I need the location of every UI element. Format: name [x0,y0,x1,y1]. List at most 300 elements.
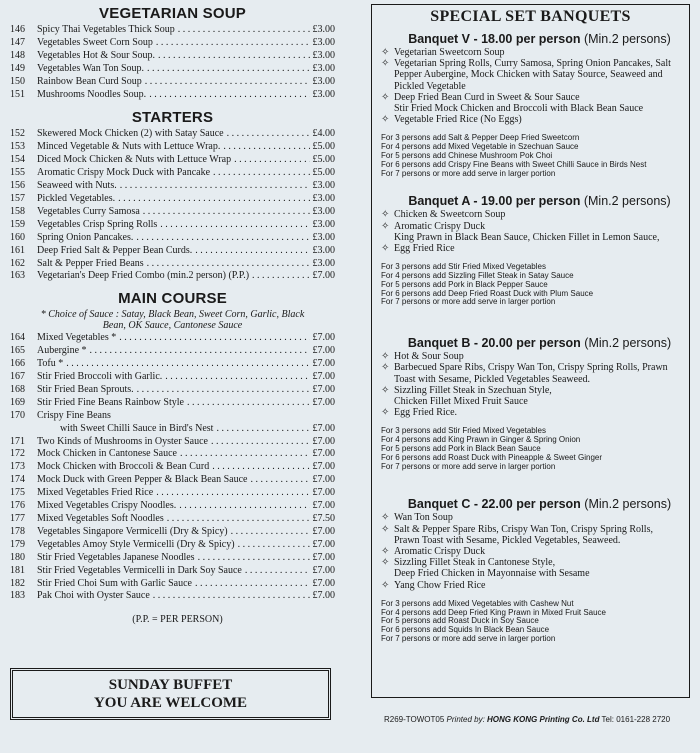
item-price: £7.00 [312,500,335,512]
course-text: Hot & Sour Soup [394,351,464,363]
item-price: £7.00 [312,371,335,383]
leader-dots [156,487,309,500]
item-name: Vegetables Amoy Style Vermicelli (Dry & Spicy) [37,538,235,550]
course-text: Vegetarian Spring Rolls, Curry Samosa, Spring Onion Pancakes, Salt Pepper Aubergine, Mock Chicken with Satay Source, Seaweed and Pickled Vegetable [394,58,671,92]
menu-item [10,371,335,384]
banquet-course [381,546,680,557]
item-number: 177 [10,513,25,524]
course-text: Egg Fried Rice. [394,407,458,419]
course-text: Chicken & Sweetcorn Soup [394,209,506,221]
item-number: 167 [10,371,25,383]
item-number: 162 [10,257,25,269]
diamond-bullet-icon: ✧ [381,407,390,419]
banquet-name: Banquet B - 20.00 per person [407,336,581,351]
item-name: Mixed Vegetables Fried Rice [37,487,154,499]
banquet-course [381,58,680,92]
item-name: Spring Onion Pancakes. [37,231,134,243]
item-name: Vegetables Hot & Sour Soup. [37,49,156,61]
item-number: 147 [10,36,25,48]
banquet-course [381,221,680,232]
diamond-bullet-icon: ✧ [381,209,390,221]
leader-dots [180,448,310,461]
menu-item [10,232,335,245]
leader-dots [160,219,309,232]
extra-line: For 3 persons add Stir Fried Mixed Vegetables [381,426,546,436]
item-name: Two Kinds of Mushrooms in Oyster Sauce [37,435,208,447]
extra-line: For 7 persons or more add serve in larger portion [381,634,556,644]
item-price: £3.00 [312,231,335,243]
leader-dots [187,397,310,410]
item-number: 180 [10,551,25,563]
item-price: £7.00 [312,383,335,395]
menu-item [10,448,335,461]
main-course-list-continued [10,436,335,604]
item-number: 156 [10,180,25,192]
menu-item [10,128,335,141]
menu-item [10,474,335,487]
item-name: Vegetarian's Deep Fried Combo (min.2 person) (P.P.) [37,270,250,282]
per-person-note: (P.P. = PER PERSON) [132,614,223,626]
item-price: £7.00 [312,332,335,344]
item-number: 155 [10,167,25,179]
leader-dots [156,37,310,50]
menu-item [10,410,335,436]
course-text: Salt & Pepper Spare Ribs, Crispy Wan Ton, Crispy Spring Rolls, Prawn Toast with Sesame, Pickled Vegetables, Seaweed. [394,523,653,546]
item-name: Mushrooms Noodles Soup. [37,88,147,100]
item-price: £5.00 [312,154,335,166]
item-number: 151 [10,88,25,100]
item-price: £3.00 [312,257,335,269]
item-number: 146 [10,24,25,35]
banquet-name: Banquet A - 19.00 per person [408,194,581,209]
extra-line: For 7 persons or more add serve in larger portion [381,297,556,307]
leader-dots [231,526,310,539]
banquet-course [381,512,680,523]
diamond-bullet-icon: ✧ [381,384,390,396]
leader-dots [234,154,309,167]
item-name: Tofu * [37,358,64,370]
course-text-continued: Stir Fried Mock Chicken and Broccoli with Black Bean Sauce [394,103,644,115]
item-number: 169 [10,396,25,408]
leader-dots [90,345,310,358]
item-name: Rainbow Bean Curd Soup [37,75,142,87]
diamond-bullet-icon: ✧ [381,546,390,558]
extra-line: For 5 persons add Roast Duck in Soy Sauce [381,616,539,626]
footer-printer: HONG KONG Printing Co. Ltd [487,715,600,724]
item-number: 150 [10,75,25,87]
item-number: 183 [10,590,25,602]
diamond-bullet-icon: ✧ [381,512,390,524]
diamond-bullet-icon: ✧ [381,47,390,58]
item-number: 148 [10,49,25,61]
extra-line: For 5 persons add Pork in Black Pepper Sauce [381,279,548,289]
leader-dots [158,50,309,63]
item-price: £7.00 [312,270,335,282]
item-number: 175 [10,487,25,499]
extra-line: For 7 persons or more add serve in larger portion [381,461,556,471]
item-name: Salt & Pepper Fried Beans [37,257,144,269]
menu-item [10,565,335,578]
diamond-bullet-icon: ✧ [381,557,390,569]
course-text: Sizzling Fillet Steak in Szechuan Style, [394,384,552,396]
banquet-title [399,497,680,512]
leader-dots [179,500,309,513]
menu-item [10,384,335,397]
banquet-course [381,557,680,568]
leader-dots [167,513,310,526]
item-price: £7.00 [312,577,335,589]
banquet-extras [381,134,680,178]
menu-item [10,63,335,76]
extra-line: For 6 persons add Roast Duck with Pineapple & Sweet Ginger [381,452,603,462]
banquet-course [381,385,680,396]
item-number: 170 [10,409,25,421]
banquet-name: Banquet C - 22.00 per person [407,497,581,512]
item-name: Diced Mock Chicken & Nuts with Lettuce Wrap [37,154,232,166]
item-number: 163 [10,270,25,282]
extra-line: For 4 persons add Mixed Vegetable in Szechuan Sauce [381,142,579,152]
item-name: Stir Fried Fine Beans Rainbow Style [37,396,184,408]
banquet-minimum: (Min.2 persons) [584,497,672,512]
item-price: £7.00 [312,448,335,460]
menu-item [10,345,335,358]
banquet-section [381,497,680,643]
item-name: Aubergine * [37,345,87,357]
item-number: 173 [10,461,25,473]
diamond-bullet-icon: ✧ [381,523,390,535]
leader-dots [252,270,309,283]
leader-dots [119,332,309,345]
diamond-bullet-icon: ✧ [381,91,390,103]
menu-item [10,436,335,449]
leader-dots [223,141,309,154]
menu-left-column [10,4,335,625]
extra-line: For 3 persons add Stir Fried Mixed Vegetables [381,262,546,272]
footer-printed-by: Printed by: [446,715,485,724]
menu-item [10,219,335,232]
item-number: 176 [10,500,25,512]
leader-dots [212,461,309,474]
banquet-course [381,407,680,418]
item-name: Stir Fried Choi Sum with Garlic Sauce [37,577,192,589]
menu-item [10,500,335,513]
item-price: £7.50 [312,513,335,524]
banquet-title [399,194,680,209]
diamond-bullet-icon: ✧ [381,114,390,126]
menu-item [10,167,335,180]
item-price: £3.00 [312,244,335,256]
leader-dots [143,206,310,219]
menu-item [10,539,335,552]
printer-footer [384,715,670,724]
vegetarian-soup-heading: VEGETARIAN SOUP [99,5,246,22]
banquet-course [381,362,680,384]
item-name: Stir Fried Bean Sprouts. [37,383,134,395]
extra-line: For 3 persons add Mixed Vegetables with Cashew Nut [381,598,574,608]
item-price: £7.00 [312,396,335,408]
item-number: 166 [10,358,25,370]
leader-dots [118,193,309,206]
diamond-bullet-icon: ✧ [381,362,390,374]
item-name: Vegetables Singapore Vermicelli (Dry & Spicy) [37,525,228,537]
leader-dots [245,565,310,578]
leader-dots [213,167,309,180]
item-number: 149 [10,62,25,74]
item-number: 172 [10,448,25,460]
banquet-extras [381,427,680,471]
banquet-extras [381,263,680,307]
course-text: Vegetable Fried Rice (No Eggs) [394,114,522,126]
menu-item [10,180,335,193]
item-price: £7.00 [312,564,335,576]
banquet-section [381,32,680,178]
leader-dots [227,128,310,141]
item-name: Crispy Fine Beans [37,409,111,421]
banquet-extras [381,600,680,644]
banquet-minimum: (Min.2 persons) [583,32,671,46]
menu-item [10,24,335,37]
banquet-section [381,336,680,471]
menu-item [10,50,335,63]
leader-dots [178,24,310,37]
item-name-continued: with Sweet Chilli Sauce in Bird's Nest [60,422,214,434]
item-number: 171 [10,435,25,447]
item-number: 158 [10,205,25,217]
menu-item [10,258,335,271]
banquet-course [381,114,680,125]
item-price: £3.00 [312,180,335,192]
leader-dots [195,245,309,258]
item-name: Mixed Vegetables Soft Noodles [37,513,164,524]
item-name: Seaweed with Nuts. [37,180,117,192]
item-price: £4.00 [312,128,335,140]
footer-tel: Tel: 0161-228 2720 [601,715,671,724]
menu-item [10,89,335,102]
menu-item [10,578,335,591]
extra-line: For 4 persons add Deep Fried King Prawn in Mixed Fruit Sauce [381,607,606,617]
item-price: £7.00 [312,474,335,486]
menu-item [10,590,335,603]
menu-item [10,270,335,283]
banquets-box [371,4,690,698]
menu-item [10,487,335,500]
item-name: Aromatic Crispy Mock Duck with Pancake [37,167,211,179]
item-name: Vegetables Wan Ton Soup. [37,62,145,74]
item-name: Mock Duck with Green Pepper & Black Bean Sauce [37,474,248,486]
diamond-bullet-icon: ✧ [381,579,390,591]
item-price: £7.00 [312,358,335,370]
menu-item [10,552,335,565]
item-number: 178 [10,525,25,537]
course-text: Barbecued Spare Ribs, Crispy Wan Ton, Crispy Spring Rolls, Prawn Toast with Sesame, Pickled Vegetables Seaweed. [394,362,668,385]
course-text-continued: Chicken Fillet Mixed Fruit Sauce [394,396,528,408]
banquet-course [381,92,680,103]
item-number: 164 [10,332,25,344]
item-name: Mixed Vegetables Crispy Noodles. [37,500,177,512]
item-price: £3.00 [312,75,335,87]
item-price: £7.00 [312,525,335,537]
item-name: Vegetables Crisp Spring Rolls [37,218,158,230]
menu-item [10,513,335,526]
item-price: £7.00 [312,435,335,447]
item-price: £7.00 [312,345,335,357]
item-price: £3.00 [312,192,335,204]
leader-dots [211,436,310,449]
item-price: £7.00 [312,590,335,602]
item-name: Mixed Vegetables * [37,332,117,344]
item-price: £3.00 [312,218,335,230]
item-price: £3.00 [312,88,335,100]
item-price: £3.00 [312,49,335,61]
diamond-bullet-icon: ✧ [381,351,390,363]
banquet-section [381,194,680,307]
footer-code: R269-TOWOT05 [384,715,445,724]
menu-item [10,461,335,474]
sunday-buffet-title: SUNDAY BUFFET [108,677,233,693]
item-number: 154 [10,154,25,166]
menu-item [10,193,335,206]
item-name: Stir Fried Vegetables Vermicelli in Dark Soy Sauce [37,564,242,576]
item-name: Pickled Vegetables. [37,192,116,204]
menu-item [10,206,335,219]
item-number: 168 [10,383,25,395]
menu-item [10,332,335,345]
menu-item [10,154,335,167]
course-text-continued: King Prawn in Black Bean Sauce, Chicken Fillet in Lemon Sauce, [394,231,660,243]
course-text: Aromatic Crispy Duck [394,220,486,232]
leader-dots [145,76,310,89]
item-price: £7.00 [312,461,335,473]
menu-item [10,141,335,154]
banquets-column [371,4,690,698]
leader-dots [136,232,309,245]
item-number: 152 [10,128,25,140]
item-number: 165 [10,345,25,357]
item-price: £3.00 [312,24,335,35]
leader-dots [137,384,310,397]
leader-dots [66,358,309,371]
item-name: Skewered Mock Chicken (2) with Satay Sauce [37,128,224,140]
item-name: Stir Fried Vegetables Japanese Noodles [37,551,195,563]
leader-dots [153,590,310,603]
menu-item [10,397,335,410]
item-number: 182 [10,577,25,589]
item-number: 181 [10,564,25,576]
item-name: Deep Fried Salt & Pepper Bean Curds. [37,244,193,256]
banquet-course [381,209,680,220]
vegetarian-soup-list [10,24,335,101]
banquet-minimum: (Min.2 persons) [583,194,671,209]
item-price: £7.00 [312,487,335,499]
banquet-course [381,580,680,591]
item-number: 161 [10,244,25,256]
item-name: Stir Fried Broccoli with Garlic. [37,371,163,383]
item-price: £3.00 [312,205,335,217]
banquet-name: Banquet V - 18.00 per person [408,32,581,46]
course-text: Vegetarian Sweetcorn Soup [394,47,505,58]
menu-item [10,358,335,371]
item-number: 159 [10,218,25,230]
course-text: Aromatic Crispy Duck [394,546,486,558]
leader-dots [147,258,310,271]
leader-dots [149,89,309,102]
leader-dots [120,180,310,193]
extra-line: For 6 persons add Crispy Fine Beans with Sweet Chilli Sauce in Birds Nest [381,159,647,169]
item-number: 174 [10,474,25,486]
extra-line: For 4 persons add King Prawn in Ginger & Spring Onion [381,435,581,445]
course-text: Yang Chow Fried Rice [394,579,486,591]
item-name: Spicy Thai Vegetables Thick Soup [37,24,175,35]
banquet-course [381,47,680,58]
item-name: Mock Chicken with Broccoli & Bean Curd [37,461,210,473]
item-number: 179 [10,538,25,550]
starters-list [10,128,335,283]
main-course-heading: MAIN COURSE [118,290,227,308]
banquet-title [399,336,680,351]
banquet-title [399,32,680,47]
extra-line: For 6 persons add Squids In Black Bean Sauce [381,625,550,635]
banquet-course [381,243,680,254]
extra-line: For 5 persons add Pork in Black Bean Sauce [381,444,541,454]
leader-dots [238,539,310,552]
item-name: Mock Chicken in Cantonese Sauce [37,448,177,460]
course-text: Egg Fried Rice [394,243,455,255]
sauce-choice-note: * Choice of Sauce : Satay, Black Bean, Sweet Corn, Garlic, Black Bean, OK Sauce, Cantonese Sauce [40,309,305,332]
item-price: £7.00 [312,551,335,563]
item-number: 160 [10,231,25,243]
extra-line: For 5 persons add Chinese Mushroom Pok Choi [381,151,553,161]
extra-line: For 7 persons or more add serve in larger portion [381,168,556,178]
course-text: Sizzling Fillet Steak in Cantonese Style, [394,557,556,569]
item-name: Pak Choi with Oyster Sauce [37,590,150,602]
sunday-buffet-box [10,668,331,720]
item-price: £3.00 [312,36,335,48]
item-number: 157 [10,192,25,204]
diamond-bullet-icon: ✧ [381,58,390,70]
banquet-course [381,524,680,546]
extra-line: For 3 persons add Salt & Pepper Deep Fried Sweetcorn [381,133,580,143]
item-number: 153 [10,141,25,153]
extra-line: For 6 persons add Deep Fried Roast Duck with Plum Sauce [381,288,594,298]
leader-dots [147,63,309,76]
item-name: Vegetables Curry Samosa [37,205,140,217]
leader-dots [195,578,310,591]
banquet-course [381,351,680,362]
item-name: Minced Vegetable & Nuts with Lettuce Wrap. [37,141,221,153]
item-price: £3.00 [312,62,335,74]
item-price: £7.00 [312,538,335,550]
sunday-buffet-subtitle: YOU ARE WELCOME [93,695,248,711]
extra-line: For 4 persons add Sizzling Fillet Steak in Satay Sauce [381,271,574,281]
diamond-bullet-icon: ✧ [381,220,390,232]
item-name: Vegetables Sweet Corn Soup [37,36,153,48]
banquet-minimum: (Min.2 persons) [584,336,672,351]
banquet-list [381,32,680,644]
item-price: £7.00 [312,422,335,434]
leader-dots [198,552,310,565]
starters-heading: STARTERS [131,109,214,127]
menu-item [10,245,335,258]
course-text: Deep Fried Bean Curd in Sweet & Sour Sauce [394,91,580,103]
menu-item [10,526,335,539]
item-price: £5.00 [312,167,335,179]
diamond-bullet-icon: ✧ [381,243,390,255]
item-price: £5.00 [312,141,335,153]
course-text-continued: Deep Fried Chicken in Mayonnaise with Sesame [394,568,590,580]
leader-dots [165,371,309,384]
leader-dots [251,474,310,487]
course-text: Wan Ton Soup [394,512,453,524]
